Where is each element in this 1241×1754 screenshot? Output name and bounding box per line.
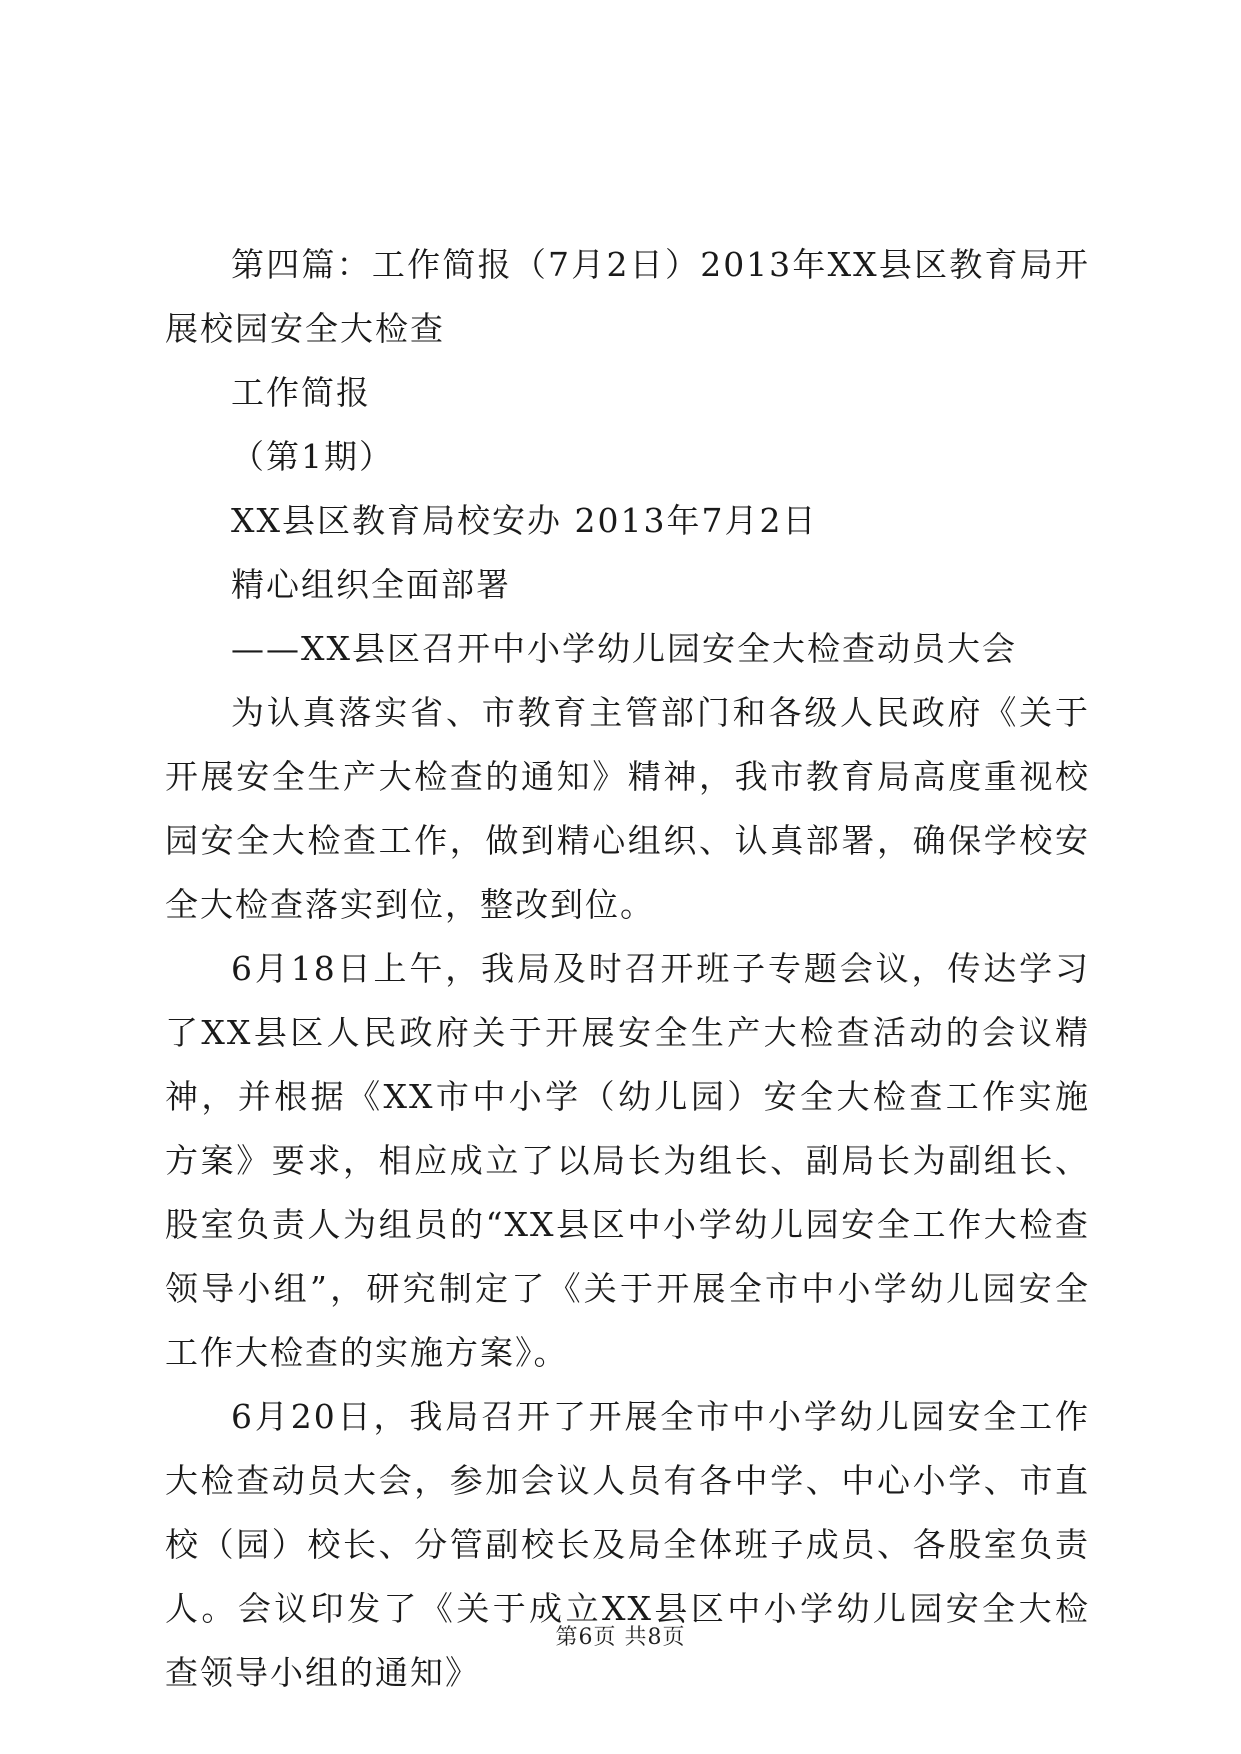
issuer-date-line: XX县区教育局校安办 2013年7月2日 <box>231 501 818 540</box>
body-paragraph-1: 为认真落实省、市教育主管部门和各级人民政府《关于开展安全生产大检查的通知》精神，我市教育局高度重视校园安全大检查工作，做到精心组织、认真部署，确保学校安全大检查落实到位，整改到位。 <box>165 693 1090 924</box>
issue-number: （第1期） <box>231 437 394 476</box>
page-number-footer: 第6页 共8页 <box>555 1625 686 1650</box>
section-heading: 第四篇：工作简报（7月2日）2013年XX县区教育局开展校园安全大检查 <box>165 245 1090 348</box>
body-paragraph-2: 6月18日上午，我局及时召开班子专题会议，传达学习了XX县区人民政府关于开展安全生产大检查活动的会议精神，并根据《XX市中小学（幼儿园）安全大检查工作实施方案》要求，相应成立了以局长为组长、副局长为副组长、股室负责人为组员的“XX县区中小学幼儿园安全工作大检查领导小组”，研究制定了《关于开展全市中小学幼儿园安全工作大检查的实施方案》。 <box>165 949 1090 1372</box>
bulletin-title: 工作简报 <box>231 373 371 412</box>
article-subheadline: ——XX县区召开中小学幼儿园安全大检查动员大会 <box>231 629 1017 668</box>
article-headline: 精心组织全面部署 <box>231 565 511 604</box>
body-paragraph-3: 6月20日，我局召开了开展全市中小学幼儿园安全工作大检查动员大会，参加会议人员有各中学、中心小学、市直校（园）校长、分管副校长及局全体班子成员、各股室负责人。会议印发了《关于成立XX县区中小学幼儿园安全大检查领导小组的通知》 <box>165 1397 1090 1692</box>
document-body <box>165 233 1090 1705</box>
